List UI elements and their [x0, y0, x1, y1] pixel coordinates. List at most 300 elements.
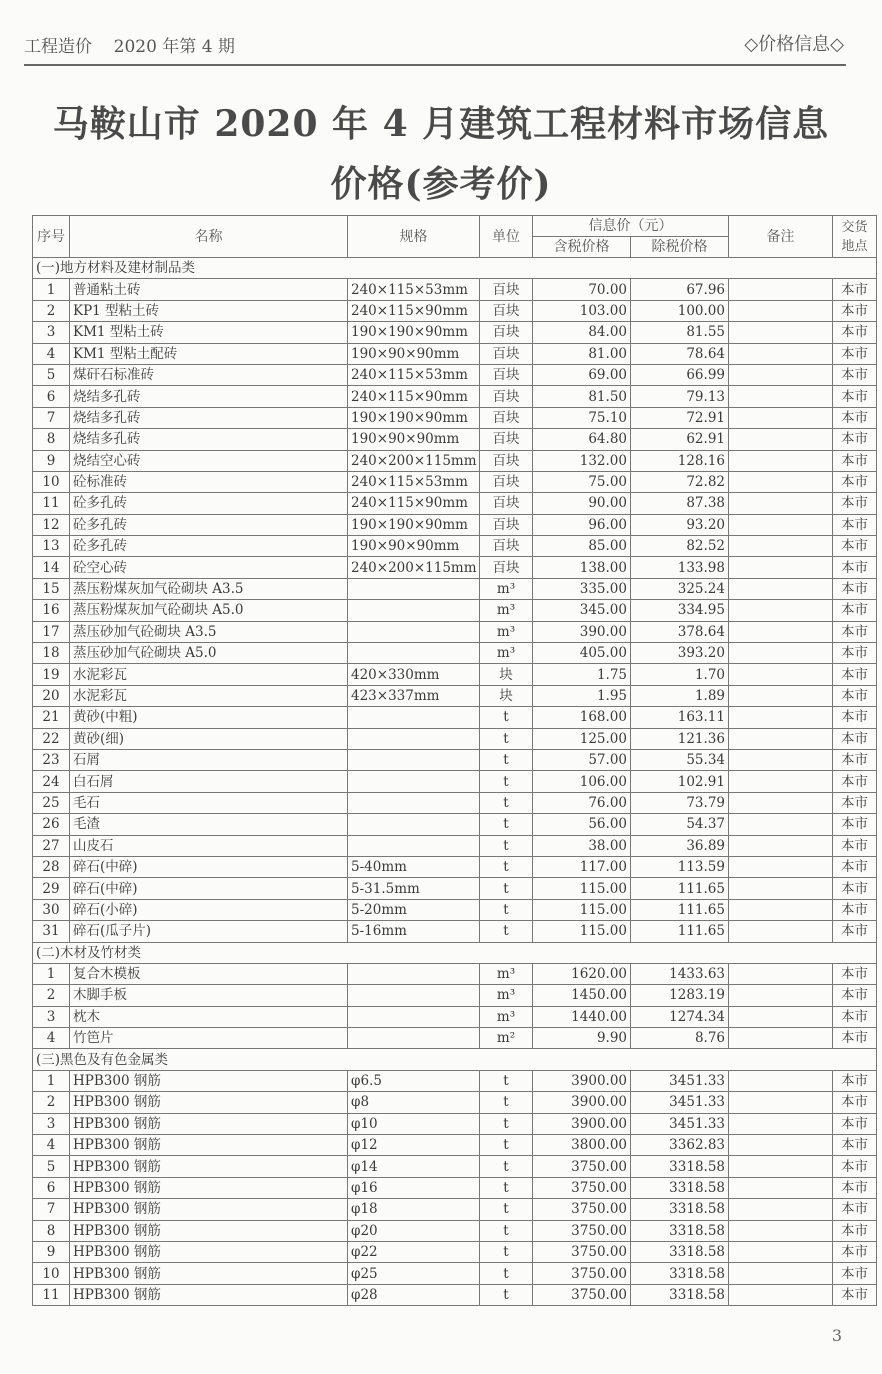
table-row	[33, 1199, 877, 1220]
category-title: (一)地方材料及建材制品类	[33, 258, 877, 279]
material-name: 蒸压粉煤灰加气砼砌块 A3.5	[70, 578, 348, 599]
table-row	[33, 621, 877, 642]
table-row	[33, 771, 877, 792]
col-no-header: 序号	[33, 216, 70, 258]
table-row	[33, 364, 877, 385]
price-tax-included: 76.00	[533, 792, 631, 813]
unit: t	[480, 1199, 533, 1220]
remark	[729, 1284, 833, 1305]
remark	[729, 364, 833, 385]
material-spec	[348, 1006, 480, 1027]
row-number: 18	[33, 643, 70, 664]
material-spec: 5-31.5mm	[348, 878, 480, 899]
material-spec: 240×115×90mm	[348, 493, 480, 514]
material-name: 烧结空心砖	[70, 450, 348, 471]
price-tax-included: 3750.00	[533, 1284, 631, 1305]
category-title: (二)木材及竹材类	[33, 942, 877, 963]
category-row	[33, 258, 877, 279]
delivery-location: 本市	[833, 707, 877, 728]
remark	[729, 1113, 833, 1134]
table-row	[33, 1070, 877, 1091]
material-spec	[348, 963, 480, 984]
price-tax-included: 3750.00	[533, 1220, 631, 1241]
row-number: 20	[33, 685, 70, 706]
row-number: 14	[33, 557, 70, 578]
price-tax-excluded: 133.98	[631, 557, 729, 578]
table-row	[33, 322, 877, 343]
price-tax-included: 138.00	[533, 557, 631, 578]
price-tax-excluded: 1283.19	[631, 985, 729, 1006]
material-spec	[348, 728, 480, 749]
remark	[729, 621, 833, 642]
price-tax-included: 75.10	[533, 407, 631, 428]
table-row	[33, 835, 877, 856]
price-tax-included: 103.00	[533, 300, 631, 321]
row-number: 16	[33, 600, 70, 621]
delivery-location: 本市	[833, 921, 877, 942]
price-tax-excluded: 67.96	[631, 279, 729, 300]
unit: m³	[480, 621, 533, 642]
material-name: KM1 型粘土配砖	[70, 343, 348, 364]
price-tax-included: 96.00	[533, 514, 631, 535]
price-tax-excluded: 81.55	[631, 322, 729, 343]
unit: t	[480, 749, 533, 770]
price-tax-included: 3750.00	[533, 1156, 631, 1177]
remark	[729, 343, 833, 364]
price-tax-excluded: 1274.34	[631, 1006, 729, 1027]
price-tax-excluded: 111.65	[631, 899, 729, 920]
price-tax-excluded: 1.70	[631, 664, 729, 685]
price-tax-included: 168.00	[533, 707, 631, 728]
row-number: 1	[33, 963, 70, 984]
material-name: 竹笆片	[70, 1028, 348, 1049]
row-number: 3	[33, 322, 70, 343]
table-row	[33, 300, 877, 321]
price-tax-included: 125.00	[533, 728, 631, 749]
material-spec: 190×90×90mm	[348, 343, 480, 364]
table-row	[33, 643, 877, 664]
material-name: 黄砂(细)	[70, 728, 348, 749]
table-row	[33, 493, 877, 514]
material-spec: 240×115×53mm	[348, 279, 480, 300]
unit: t	[480, 1284, 533, 1305]
price-tax-included: 345.00	[533, 600, 631, 621]
unit: t	[480, 835, 533, 856]
unit: m³	[480, 600, 533, 621]
delivery-location: 本市	[833, 1070, 877, 1091]
remark	[729, 664, 833, 685]
delivery-location: 本市	[833, 664, 877, 685]
remark	[729, 279, 833, 300]
price-tax-excluded: 121.36	[631, 728, 729, 749]
material-spec: φ14	[348, 1156, 480, 1177]
row-number: 4	[33, 343, 70, 364]
price-tax-excluded: 3318.58	[631, 1156, 729, 1177]
col-name-header: 名称	[70, 216, 348, 258]
row-number: 28	[33, 856, 70, 877]
unit: t	[480, 707, 533, 728]
unit: 百块	[480, 429, 533, 450]
table-row	[33, 707, 877, 728]
delivery-location: 本市	[833, 963, 877, 984]
price-tax-excluded: 55.34	[631, 749, 729, 770]
material-name: 山皮石	[70, 835, 348, 856]
delivery-location: 本市	[833, 557, 877, 578]
material-spec: φ18	[348, 1199, 480, 1220]
price-tax-excluded: 72.82	[631, 471, 729, 492]
delivery-location: 本市	[833, 899, 877, 920]
remark	[729, 493, 833, 514]
remark	[729, 514, 833, 535]
remark	[729, 1241, 833, 1262]
material-name: 碎石(瓜子片)	[70, 921, 348, 942]
col-location-header: 交货地点	[833, 216, 877, 258]
delivery-location: 本市	[833, 343, 877, 364]
material-spec: φ10	[348, 1113, 480, 1134]
issue-label: 2020 年第 4 期	[113, 37, 235, 57]
journal-name: 工程造价	[24, 37, 92, 57]
price-tax-excluded: 62.91	[631, 429, 729, 450]
price-tax-included: 1620.00	[533, 963, 631, 984]
delivery-location: 本市	[833, 856, 877, 877]
material-name: 蒸压粉煤灰加气砼砌块 A5.0	[70, 600, 348, 621]
remark	[729, 963, 833, 984]
remark	[729, 749, 833, 770]
unit: t	[480, 1263, 533, 1284]
remark	[729, 429, 833, 450]
price-tax-excluded: 3318.58	[631, 1284, 729, 1305]
row-number: 11	[33, 1284, 70, 1305]
material-spec: 190×190×90mm	[348, 322, 480, 343]
row-number: 26	[33, 814, 70, 835]
col-remark-header: 备注	[729, 216, 833, 258]
unit: t	[480, 899, 533, 920]
table-row	[33, 1156, 877, 1177]
remark	[729, 1135, 833, 1156]
price-tax-excluded: 73.79	[631, 792, 729, 813]
material-name: KP1 型粘土砖	[70, 300, 348, 321]
material-spec	[348, 643, 480, 664]
material-name: 砼标准砖	[70, 471, 348, 492]
unit: 百块	[480, 279, 533, 300]
material-spec: 190×90×90mm	[348, 429, 480, 450]
remark	[729, 578, 833, 599]
remark	[729, 386, 833, 407]
unit: t	[480, 792, 533, 813]
material-spec: 190×190×90mm	[348, 407, 480, 428]
header-rule	[24, 64, 846, 66]
table-row	[33, 1092, 877, 1113]
delivery-location: 本市	[833, 1028, 877, 1049]
material-name: HPB300 钢筋	[70, 1113, 348, 1134]
delivery-location: 本市	[833, 792, 877, 813]
unit: m³	[480, 963, 533, 984]
price-tax-included: 1440.00	[533, 1006, 631, 1027]
remark	[729, 536, 833, 557]
remark	[729, 878, 833, 899]
price-tax-included: 84.00	[533, 322, 631, 343]
price-tax-excluded: 325.24	[631, 578, 729, 599]
table-row	[33, 343, 877, 364]
price-tax-included: 69.00	[533, 364, 631, 385]
price-tax-included: 3900.00	[533, 1070, 631, 1091]
delivery-location: 本市	[833, 878, 877, 899]
row-number: 17	[33, 621, 70, 642]
unit: 百块	[480, 322, 533, 343]
row-number: 10	[33, 1263, 70, 1284]
unit: m³	[480, 985, 533, 1006]
material-name: 烧结多孔砖	[70, 429, 348, 450]
price-tax-included: 38.00	[533, 835, 631, 856]
material-spec: φ28	[348, 1284, 480, 1305]
delivery-location: 本市	[833, 1220, 877, 1241]
table-row	[33, 792, 877, 813]
price-tax-excluded: 3318.58	[631, 1199, 729, 1220]
delivery-location: 本市	[833, 578, 877, 599]
delivery-location: 本市	[833, 322, 877, 343]
row-number: 1	[33, 1070, 70, 1091]
row-number: 2	[33, 1092, 70, 1113]
row-number: 6	[33, 386, 70, 407]
row-number: 7	[33, 1199, 70, 1220]
row-number: 5	[33, 364, 70, 385]
row-number: 23	[33, 749, 70, 770]
price-tax-excluded: 3362.83	[631, 1135, 729, 1156]
material-spec: 240×115×53mm	[348, 364, 480, 385]
material-name: 黄砂(中粗)	[70, 707, 348, 728]
price-tax-included: 64.80	[533, 429, 631, 450]
price-tax-included: 115.00	[533, 921, 631, 942]
unit: m³	[480, 578, 533, 599]
delivery-location: 本市	[833, 450, 877, 471]
table-row	[33, 963, 877, 984]
material-name: 复合木模板	[70, 963, 348, 984]
remark	[729, 600, 833, 621]
price-tax-included: 75.00	[533, 471, 631, 492]
price-tax-excluded: 78.64	[631, 343, 729, 364]
price-tax-excluded: 111.65	[631, 921, 729, 942]
material-name: 水泥彩瓦	[70, 685, 348, 706]
price-tax-excluded: 54.37	[631, 814, 729, 835]
price-tax-excluded: 393.20	[631, 643, 729, 664]
row-number: 24	[33, 771, 70, 792]
table-row	[33, 536, 877, 557]
table-row	[33, 1241, 877, 1262]
price-tax-excluded: 100.00	[631, 300, 729, 321]
material-spec: 423×337mm	[348, 685, 480, 706]
material-name: 碎石(小碎)	[70, 899, 348, 920]
price-tax-included: 132.00	[533, 450, 631, 471]
category-title: (三)黑色及有色金属类	[33, 1049, 877, 1070]
delivery-location: 本市	[833, 536, 877, 557]
remark	[729, 643, 833, 664]
unit: m³	[480, 1006, 533, 1027]
price-tax-included: 3750.00	[533, 1263, 631, 1284]
material-spec: 190×190×90mm	[348, 514, 480, 535]
price-tax-included: 57.00	[533, 749, 631, 770]
delivery-location: 本市	[833, 1263, 877, 1284]
row-number: 11	[33, 493, 70, 514]
unit: t	[480, 921, 533, 942]
price-tax-excluded: 128.16	[631, 450, 729, 471]
col-tax-incl-header: 含税价格	[533, 237, 631, 258]
material-name: HPB300 钢筋	[70, 1135, 348, 1156]
unit: t	[480, 771, 533, 792]
col-price-group-header: 信息价（元）	[533, 216, 729, 237]
material-spec: φ6.5	[348, 1070, 480, 1091]
price-tax-excluded: 3451.33	[631, 1113, 729, 1134]
material-spec	[348, 578, 480, 599]
material-name: 水泥彩瓦	[70, 664, 348, 685]
table-row	[33, 1177, 877, 1198]
price-tax-included: 1.95	[533, 685, 631, 706]
unit: t	[480, 1156, 533, 1177]
remark	[729, 707, 833, 728]
remark	[729, 471, 833, 492]
delivery-location: 本市	[833, 1156, 877, 1177]
material-spec	[348, 771, 480, 792]
price-tax-excluded: 3451.33	[631, 1070, 729, 1091]
remark	[729, 985, 833, 1006]
row-number: 5	[33, 1156, 70, 1177]
remark	[729, 450, 833, 471]
table-row	[33, 429, 877, 450]
price-tax-excluded: 82.52	[631, 536, 729, 557]
material-spec: 420×330mm	[348, 664, 480, 685]
table-row	[33, 664, 877, 685]
delivery-location: 本市	[833, 1177, 877, 1198]
material-spec	[348, 985, 480, 1006]
remark	[729, 685, 833, 706]
price-tax-included: 3900.00	[533, 1092, 631, 1113]
section-label: ◇价格信息◇	[744, 34, 844, 55]
unit: 百块	[480, 386, 533, 407]
delivery-location: 本市	[833, 300, 877, 321]
unit: t	[480, 878, 533, 899]
material-name: HPB300 钢筋	[70, 1092, 348, 1113]
delivery-location: 本市	[833, 1113, 877, 1134]
material-spec: φ20	[348, 1220, 480, 1241]
material-spec: 5-40mm	[348, 856, 480, 877]
price-tax-excluded: 1433.63	[631, 963, 729, 984]
material-name: 白石屑	[70, 771, 348, 792]
delivery-location: 本市	[833, 749, 877, 770]
remark	[729, 322, 833, 343]
material-spec	[348, 835, 480, 856]
material-name: 砼多孔砖	[70, 536, 348, 557]
material-name: HPB300 钢筋	[70, 1177, 348, 1198]
delivery-location: 本市	[833, 728, 877, 749]
material-name: 碎石(中碎)	[70, 856, 348, 877]
table-row	[33, 1028, 877, 1049]
material-name: 枕木	[70, 1006, 348, 1027]
material-spec: 240×115×90mm	[348, 386, 480, 407]
delivery-location: 本市	[833, 1241, 877, 1262]
remark	[729, 814, 833, 835]
delivery-location: 本市	[833, 1006, 877, 1027]
remark	[729, 1263, 833, 1284]
material-spec: φ22	[348, 1241, 480, 1262]
price-tax-excluded: 93.20	[631, 514, 729, 535]
delivery-location: 本市	[833, 835, 877, 856]
table-row	[33, 279, 877, 300]
remark	[729, 921, 833, 942]
unit: 百块	[480, 557, 533, 578]
material-name: 砼空心砖	[70, 557, 348, 578]
price-tax-included: 1450.00	[533, 985, 631, 1006]
price-tax-included: 335.00	[533, 578, 631, 599]
material-name: HPB300 钢筋	[70, 1284, 348, 1305]
row-number: 1	[33, 279, 70, 300]
price-tax-excluded: 66.99	[631, 364, 729, 385]
price-tax-excluded: 3318.58	[631, 1263, 729, 1284]
unit: t	[480, 728, 533, 749]
material-name: HPB300 钢筋	[70, 1241, 348, 1262]
price-tax-excluded: 79.13	[631, 386, 729, 407]
remark	[729, 1220, 833, 1241]
table-row	[33, 514, 877, 535]
material-spec: φ16	[348, 1177, 480, 1198]
material-spec: φ12	[348, 1135, 480, 1156]
table-row	[33, 386, 877, 407]
material-spec: φ25	[348, 1263, 480, 1284]
table-row	[33, 878, 877, 899]
price-tax-excluded: 8.76	[631, 1028, 729, 1049]
table-row	[33, 749, 877, 770]
price-tax-excluded: 72.91	[631, 407, 729, 428]
remark	[729, 407, 833, 428]
price-tax-included: 106.00	[533, 771, 631, 792]
table-row	[33, 1113, 877, 1134]
unit: 块	[480, 685, 533, 706]
unit: t	[480, 1241, 533, 1262]
price-table	[32, 215, 877, 1306]
price-tax-included: 81.00	[533, 343, 631, 364]
remark	[729, 835, 833, 856]
material-name: HPB300 钢筋	[70, 1156, 348, 1177]
unit: t	[480, 814, 533, 835]
unit: t	[480, 1220, 533, 1241]
category-row	[33, 942, 877, 963]
unit: t	[480, 1113, 533, 1134]
unit: 百块	[480, 364, 533, 385]
table-row	[33, 600, 877, 621]
journal-issue	[24, 32, 235, 57]
table-row	[33, 1284, 877, 1305]
material-name: KM1 型粘土砖	[70, 322, 348, 343]
price-tax-included: 3800.00	[533, 1135, 631, 1156]
row-number: 22	[33, 728, 70, 749]
unit: t	[480, 1070, 533, 1091]
table-row	[33, 407, 877, 428]
delivery-location: 本市	[833, 493, 877, 514]
price-tax-excluded: 102.91	[631, 771, 729, 792]
material-spec: 240×115×53mm	[348, 471, 480, 492]
remark	[729, 557, 833, 578]
table-row	[33, 450, 877, 471]
material-spec	[348, 792, 480, 813]
delivery-location: 本市	[833, 407, 877, 428]
price-tax-included: 90.00	[533, 493, 631, 514]
remark	[729, 899, 833, 920]
material-name: 砼多孔砖	[70, 514, 348, 535]
remark	[729, 1006, 833, 1027]
price-tax-excluded: 163.11	[631, 707, 729, 728]
delivery-location: 本市	[833, 985, 877, 1006]
material-spec: 5-20mm	[348, 899, 480, 920]
price-tax-included: 3750.00	[533, 1177, 631, 1198]
row-number: 8	[33, 429, 70, 450]
